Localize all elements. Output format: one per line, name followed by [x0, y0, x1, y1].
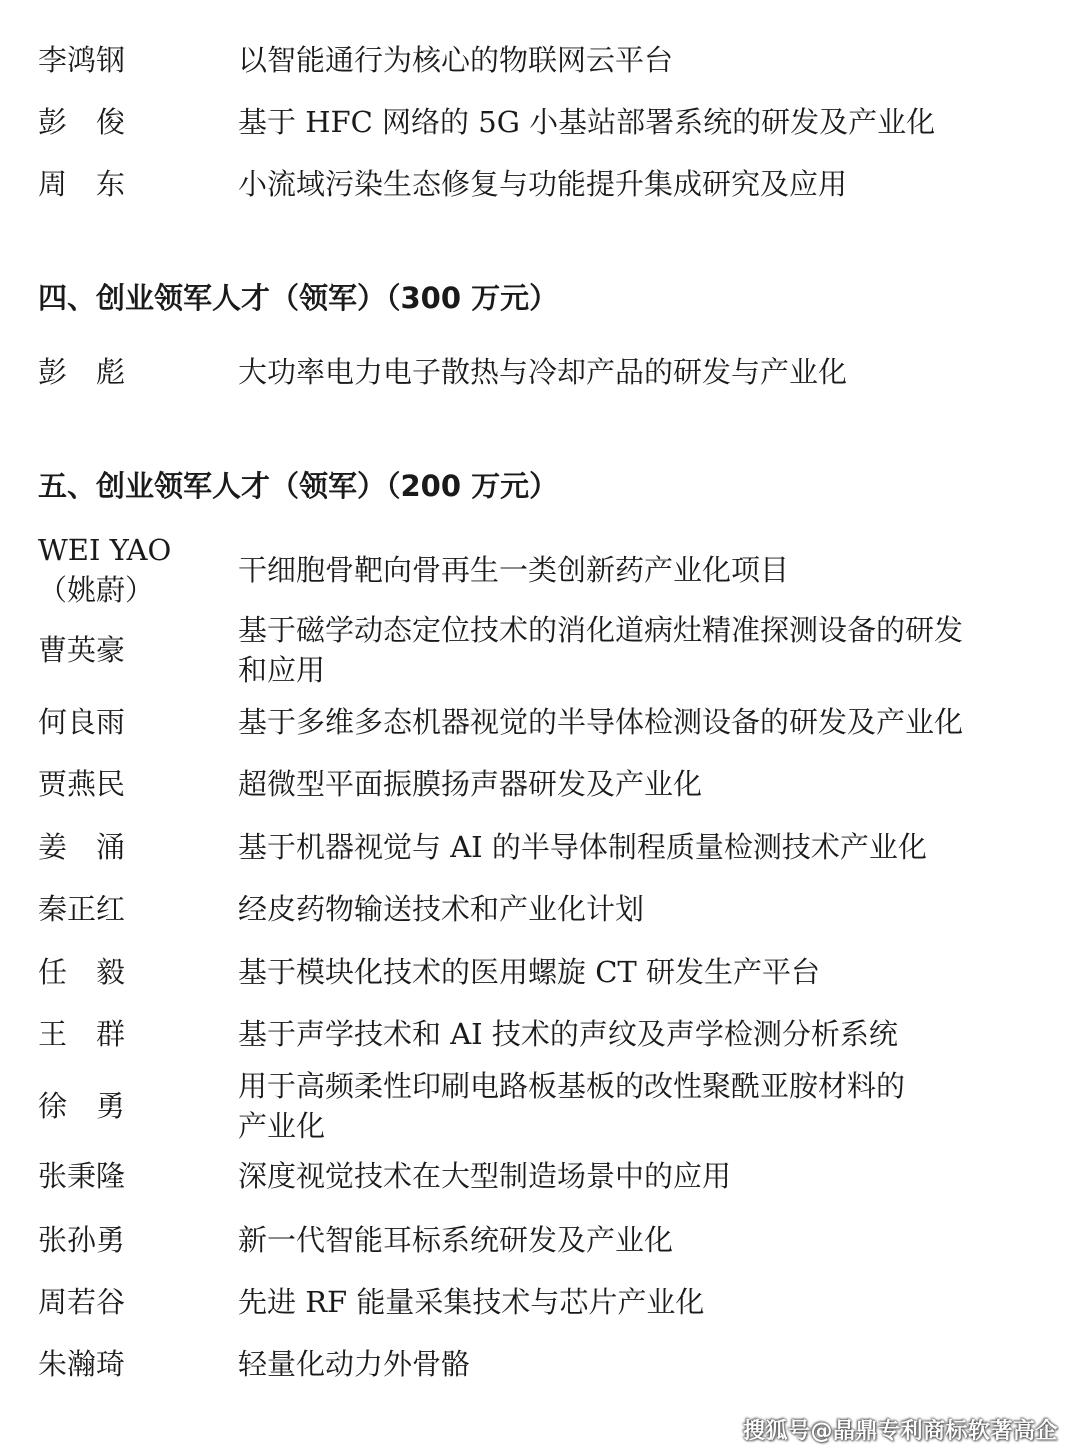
person-name: 张孙勇: [38, 1223, 126, 1257]
section-heading: 五、创业领军人才（领军）（200 万元）: [38, 469, 559, 503]
person-name: 姜 涌: [38, 830, 126, 864]
person-name: 徐 勇: [38, 1089, 126, 1123]
project-title: 基于 HFC 网络的 5G 小基站部署系统的研发及产业化: [238, 105, 936, 139]
person-name: WEI YAO （姚蔚）: [38, 533, 172, 607]
project-title: 基于机器视觉与 AI 的半导体制程质量检测技术产业化: [238, 830, 927, 864]
person-name: 彭 俊: [38, 105, 126, 139]
project-title: 小流域污染生态修复与功能提升集成研究及应用: [238, 167, 848, 201]
watermark: 搜狐号@晶鼎专利商标软著高企: [742, 1419, 1058, 1444]
person-name: 贾燕民: [38, 767, 126, 801]
person-name: 周 东: [38, 167, 126, 201]
person-name: 何良雨: [38, 705, 126, 739]
person-name: 朱瀚琦: [38, 1347, 126, 1381]
person-name: 彭 彪: [38, 355, 126, 389]
project-title: 基于声学技术和 AI 技术的声纹及声学检测分析系统: [238, 1017, 898, 1051]
project-title: 基于模块化技术的医用螺旋 CT 研发生产平台: [238, 955, 820, 989]
person-name: 任 毅: [38, 955, 126, 989]
section-heading: 四、创业领军人才（领军）（300 万元）: [38, 281, 559, 315]
person-name: 曹英豪: [38, 633, 126, 667]
person-name: 王 群: [38, 1017, 126, 1051]
person-name: 周若谷: [38, 1285, 126, 1319]
project-title: 新一代智能耳标系统研发及产业化: [238, 1223, 674, 1257]
person-name: 李鸿钢: [38, 43, 126, 77]
person-name: 秦正红: [38, 892, 126, 926]
project-title: 轻量化动力外骨骼: [238, 1347, 471, 1381]
project-title: 大功率电力电子散热与冷却产品的研发与产业化: [238, 355, 848, 389]
project-title: 经皮药物输送技术和产业化计划: [238, 892, 645, 926]
project-title: 深度视觉技术在大型制造场景中的应用: [238, 1159, 732, 1193]
project-title: 基于多维多态机器视觉的半导体检测设备的研发及产业化: [238, 705, 964, 739]
project-title: 干细胞骨靶向骨再生一类创新药产业化项目: [238, 553, 790, 587]
project-title: 基于磁学动态定位技术的消化道病灶精准探测设备的研发 和应用: [238, 613, 964, 687]
person-name: 张秉隆: [38, 1159, 126, 1193]
project-title: 超微型平面振膜扬声器研发及产业化: [238, 767, 703, 801]
project-title: 先进 RF 能量采集技术与芯片产业化: [238, 1285, 705, 1319]
project-title: 用于高频柔性印刷电路板基板的改性聚酰亚胺材料的 产业化: [238, 1069, 906, 1143]
project-title: 以智能通行为核心的物联网云平台: [238, 43, 674, 77]
